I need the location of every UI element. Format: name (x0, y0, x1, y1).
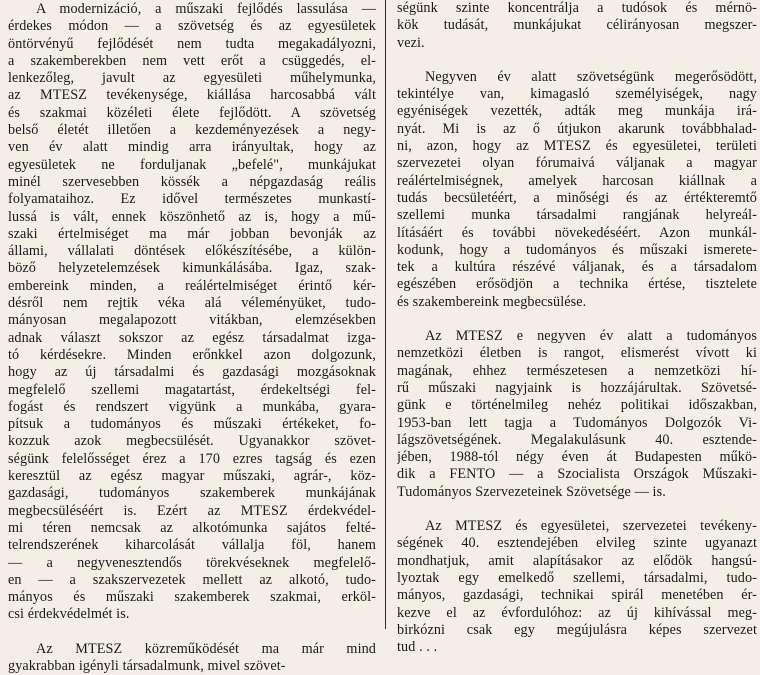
text-line: Tudományos Szervezeteinek Szövetsége — is. (397, 483, 666, 500)
text-line: nyát. Mi is az ő útjukon akarunk továbbhalad- (397, 120, 757, 137)
text-line: megbecsüléséért is. Ezért az MTESZ érdekvédel- (8, 502, 376, 519)
text-line: kodunk, hogy a tudományos és műszaki ismerete- (397, 241, 757, 258)
text-line: tó kérdésekre. Minden erőnkkel azon dolgozunk, (8, 346, 376, 363)
text-line: vezi. (397, 34, 425, 51)
text-line: mányos és műszaki szakemberek szakmai, erköl- (8, 589, 376, 606)
text-line: öntörvényű fejlődését nem tudta megakadályozni, (8, 35, 376, 52)
text-line: szervezetei olyan fórumaivá váljanak a magyar (397, 155, 757, 172)
text-line: lenkezőleg, javult az egyesületi műhelymunka, (8, 70, 376, 87)
text-line: lításáért és további növekedéséért. Azon munkál- (397, 224, 757, 241)
text-line: tud . . . (397, 639, 438, 656)
text-line: birkózni csak egy megújulásra képes szervezet (397, 621, 757, 638)
text-line: telrendszerének kiharcolását vállalja föl, hanem (8, 537, 376, 554)
text-line: reálértelmiségnek, amelyek harcosan kiállnak a (397, 172, 757, 189)
text-line: kezve el az évfordulóhoz: az új kihívással meg- (397, 604, 757, 621)
text-line: az MTESZ tevékenysége, kiállása harcosabbá vált (8, 87, 376, 104)
text-line: minél szervesebben kössék a népgazdaság reális (8, 173, 376, 190)
text-line: egyesületek ne forduljanak „befelé", munkájukat (8, 156, 376, 173)
text-line: egészében erősödjön a technika értése, tisztelete (397, 276, 757, 293)
text-line: szellemi munka társadalmi rangjának helyreál- (397, 207, 757, 224)
text-line: ni, azon, hogy az MTESZ és egyesületei, területi (397, 138, 757, 155)
text-line: mondhatjuk, amit alapításakor az elődök hangsú- (397, 552, 757, 569)
text-line: fogást és rendszert vigyünk a munkába, gyara- (8, 398, 376, 415)
text-line: belső életét illetően a kezdeményezések a negy- (8, 122, 376, 139)
text-line: tek a kultúra részévé váljanak, és a társadalom (397, 259, 757, 276)
text-line: Az MTESZ e negyven év alatt a tudományos (425, 328, 757, 345)
text-line: keresztül az egész magyar műszaki, agrár-, köz- (8, 468, 376, 485)
text-line: Az MTESZ közreműködését ma már mind (36, 640, 376, 657)
text-line: tekintélye van, kimagasló személyiségek, nagy (397, 86, 757, 103)
paragraph (8, 641, 376, 675)
left-column (8, 0, 376, 675)
text-line: magának, ehhez természetesen a nemzetközi hí- (397, 362, 757, 379)
text-line: hogy az új társadalmi és gazdasági mozgásoknak (8, 364, 376, 381)
text-line: mi téren nemcsak az alkotómunka sajátos felté- (8, 519, 376, 536)
text-line: lyoztak egy emelkedő szellemi, társadalmi, tudo- (397, 569, 757, 586)
right-column (397, 0, 757, 656)
text-line: egyéniségek vezették, adták meg munkája irá- (397, 103, 757, 120)
text-line: adnak választ sokszor az egész társadalmat izga- (8, 329, 376, 346)
text-line: lágszövetségének. Megalakulásunk 40. esztende- (397, 431, 757, 448)
paragraph (8, 1, 376, 624)
text-line: szaki értelmiséget ma már jobban bevonják az (8, 225, 376, 242)
text-line: csi érdekvédelmét is. (8, 606, 130, 623)
text-line: mányos, gazdasági, technikai spirál menetében ér- (397, 587, 757, 604)
text-line: érdekes módon — a szövetség és az egyesületek (8, 18, 376, 35)
text-line: és szakmai közéleti élete fejlődött. A szövetség (8, 104, 376, 121)
paragraph-gap (397, 501, 757, 518)
text-line: A modernizáció, a műszaki fejlődés lassulása — (36, 1, 376, 17)
text-line: — a negyvenesztendős törekvéseknek megfelelő- (8, 554, 376, 571)
text-line: dik a FENTO — a Szocialista Országok Műszaki- (397, 466, 757, 483)
text-line: Az MTESZ és egyesületei, szervezetei tevékeny- (425, 518, 757, 535)
text-line: gazdasági, tudományos szakemberek munkájának (8, 485, 376, 502)
text-line: mányosan megalapozott vitákban, elemzésekben (8, 312, 376, 329)
text-line: nemzetközi életben is rangot, elismerést vívott ki (397, 345, 757, 362)
paragraph (397, 0, 757, 52)
text-line: ségünk felelősséget érez a 170 ezres tagság és ezen (8, 450, 376, 467)
text-line: a szakemberekben nem vett erőt a csüggedés, el- (8, 52, 376, 69)
text-line: en — a szakszervezetek mellett az alkotó, tudo- (8, 571, 376, 588)
text-line: jében, 1988-tól négy éven át Budapesten műkö- (397, 449, 757, 466)
text-line: Negyven év alatt szövetségünk megerősödött, (425, 68, 757, 85)
paragraph-gap (397, 311, 757, 328)
text-line: rű műszaki nagyjaink is hozzájárultak. Szövetsé- (397, 379, 757, 396)
text-line: 1953-ban lett tagja a Tudományos Dolgozók Vi- (397, 414, 757, 431)
paragraph-gap (8, 624, 376, 641)
text-line: ven év alatt mindig arra irányultak, hogy az (8, 139, 376, 156)
paragraph-gap (397, 52, 757, 69)
text-line: ségünk szinte koncentrálja a tudósok és mérnö- (397, 0, 757, 16)
text-line: günk e történelmileg nehéz politikai időszakban, (397, 397, 757, 414)
text-line: állami, vállalati döntések előkészítésébe, a külön- (8, 243, 376, 260)
text-line: gyakrabban igényli társadalmunk, mivel szövet- (8, 657, 286, 674)
paragraph (397, 328, 757, 501)
text-line: és szakembereink megbecsülése. (397, 293, 587, 310)
text-line: böző helyzetelemzések kimunkálásába. Igaz, szak- (8, 260, 376, 277)
text-line: kozzuk azok megbecsülését. Ugyanakkor szövet- (8, 433, 376, 450)
text-line: pítsuk a tudományos és műszaki értékeket, fo- (8, 416, 376, 433)
column-divider (385, 0, 386, 629)
paragraph (397, 69, 757, 311)
text-line: embereink minden, a reálértelmiséget érintő kér- (8, 277, 376, 294)
text-line: tudás becsületéért, a minőségi és az értékteremtő (397, 189, 757, 206)
paragraph (397, 518, 757, 656)
text-line: ségének 40. esztendejében elvileg szinte ugyanazt (397, 535, 757, 552)
text-line: désről nem rejtik véka alá véleményüket, tudo- (8, 295, 376, 312)
text-line: lussá is vált, ennek köszönhető az is, hogy a mű- (8, 208, 376, 225)
text-line: megfelelő szellemi magatartást, érdekeltségi fel- (8, 381, 376, 398)
text-line: kök tudását, munkájukat célirányosan megszer- (397, 17, 757, 34)
text-line: folyamataihoz. Ez idővel természetes munkastí- (8, 191, 376, 208)
